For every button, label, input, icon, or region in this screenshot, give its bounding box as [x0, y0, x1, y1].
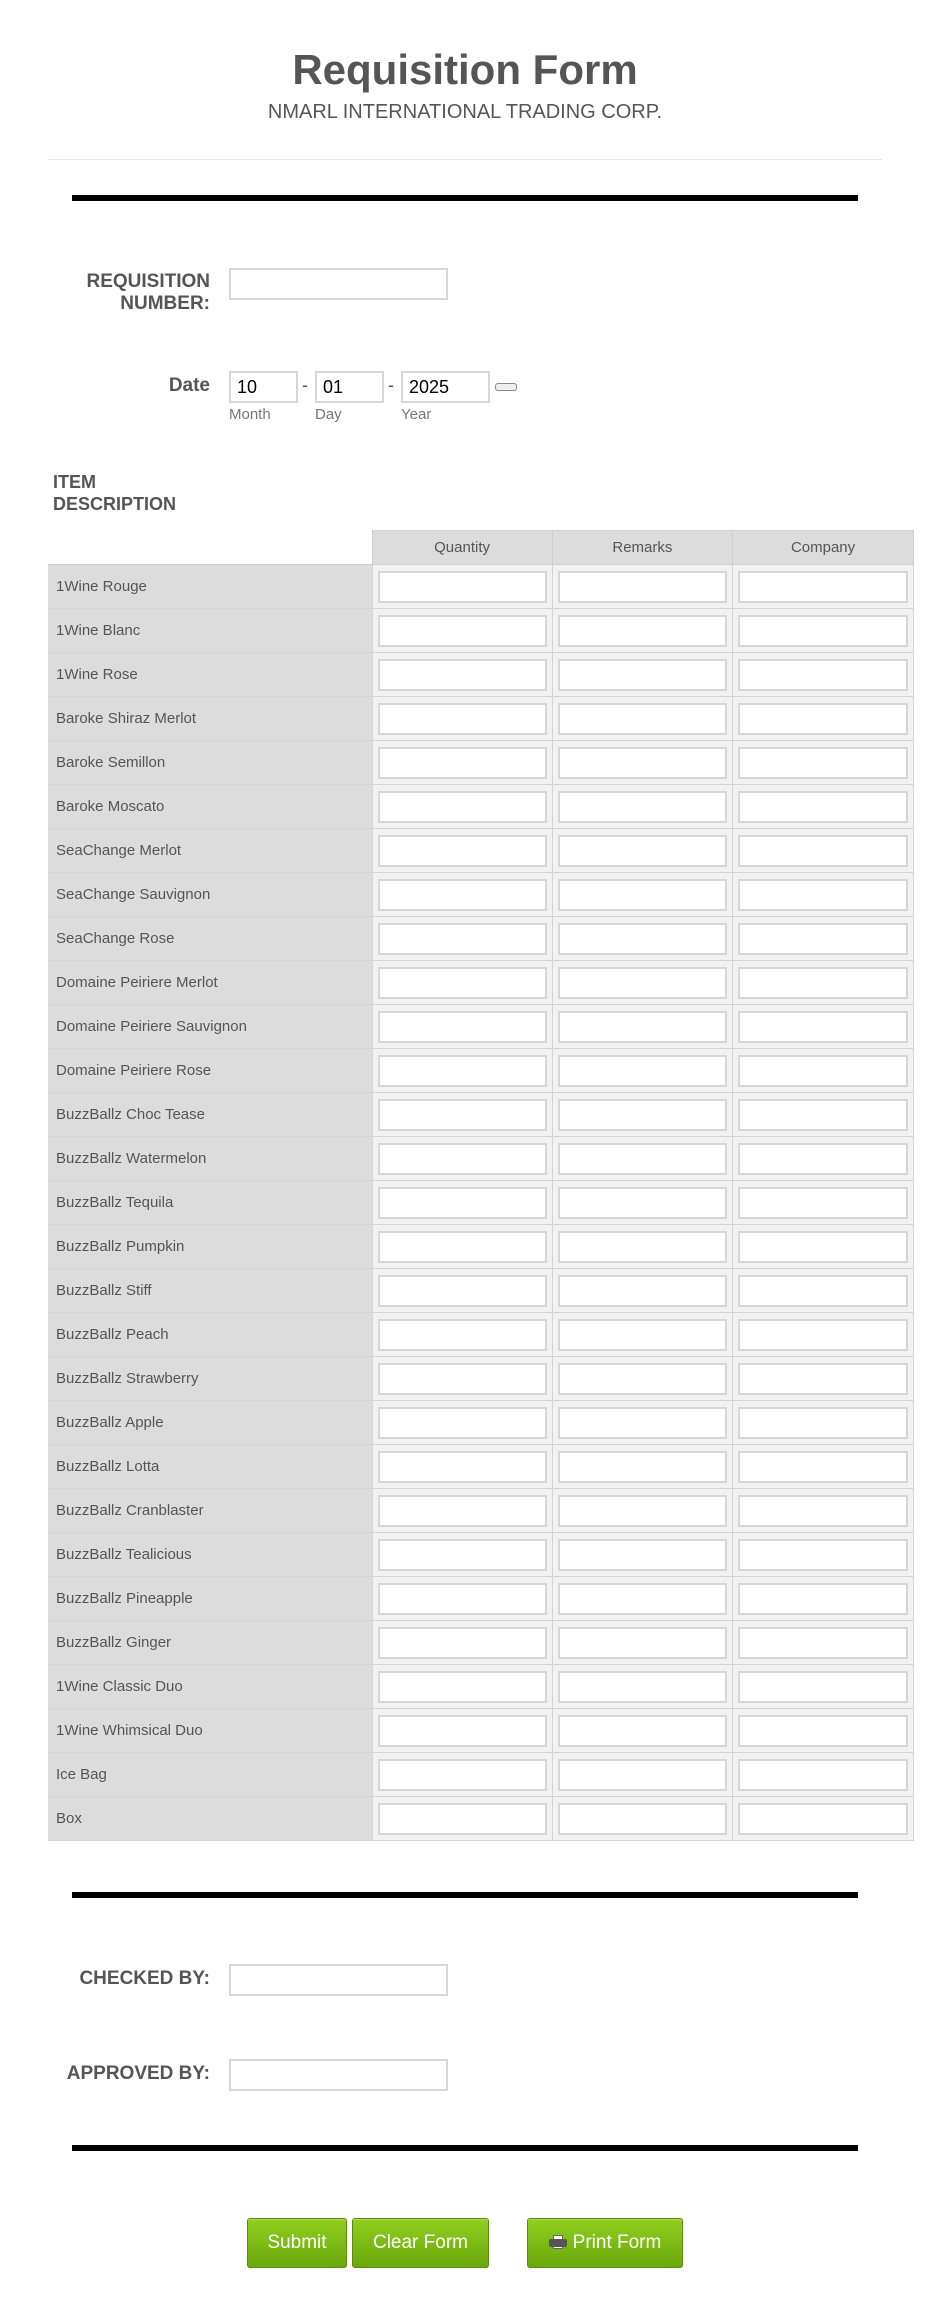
matrix-cell-remarks [552, 565, 732, 609]
matrix-cell-remarks [552, 1357, 732, 1401]
matrix-row [48, 1313, 914, 1357]
matrix-cell-remarks [552, 1005, 732, 1049]
item-heading-line1: ITEM [53, 472, 96, 492]
matrix-row [48, 653, 914, 697]
date-day-input[interactable] [315, 371, 384, 403]
matrix-cell-company [733, 1357, 914, 1401]
matrix-cell-quantity [372, 785, 552, 829]
company-input[interactable] [738, 1011, 908, 1043]
matrix-cell-remarks [552, 1577, 732, 1621]
matrix-cell-remarks [552, 1049, 732, 1093]
matrix-cell-quantity [372, 1489, 552, 1533]
matrix-cell-company [733, 961, 914, 1005]
company-input[interactable] [738, 1407, 908, 1439]
matrix-row [48, 829, 914, 873]
remarks-input[interactable] [558, 615, 727, 647]
matrix-cell-company [733, 1181, 914, 1225]
remarks-input[interactable] [558, 1539, 727, 1571]
company-input[interactable] [738, 923, 908, 955]
matrix-cell-quantity [372, 917, 552, 961]
matrix-row [48, 1093, 914, 1137]
matrix-cell-remarks [552, 1137, 732, 1181]
company-input[interactable] [738, 835, 908, 867]
print-form-button[interactable] [527, 2218, 683, 2268]
remarks-input[interactable] [558, 571, 727, 603]
quantity-input[interactable] [378, 791, 547, 823]
matrix-cell-quantity [372, 1445, 552, 1489]
quantity-input[interactable] [378, 1011, 547, 1043]
matrix-cell-quantity [372, 1313, 552, 1357]
item-matrix [48, 530, 914, 1841]
matrix-cell-remarks [552, 1313, 732, 1357]
company-input[interactable] [738, 1319, 908, 1351]
company-input[interactable] [738, 1099, 908, 1131]
quantity-input[interactable] [378, 1231, 547, 1263]
remarks-input[interactable] [558, 835, 727, 867]
quantity-input[interactable] [378, 1055, 547, 1087]
company-subtitle: NMARL INTERNATIONAL TRADING CORP. [267, 101, 663, 123]
matrix-cell-remarks [552, 609, 732, 653]
date-year-input[interactable] [401, 371, 490, 403]
matrix-cell-company [733, 609, 914, 653]
row-label: Domaine Peiriere Rose [48, 1049, 372, 1093]
row-label: SeaChange Rose [48, 917, 372, 961]
remarks-input[interactable] [558, 1627, 727, 1659]
submit-button[interactable]: Submit [247, 2218, 347, 2268]
row-label: Box [48, 1797, 372, 1841]
matrix-row [48, 1753, 914, 1797]
row-label: BuzzBallz Pumpkin [48, 1225, 372, 1269]
quantity-input[interactable] [378, 1319, 547, 1351]
row-label: SeaChange Merlot [48, 829, 372, 873]
quantity-input[interactable] [378, 659, 547, 691]
matrix-cell-remarks [552, 1225, 732, 1269]
remarks-input[interactable] [558, 1759, 727, 1791]
clear-form-button[interactable]: Clear Form [352, 2218, 489, 2268]
matrix-cell-company [733, 1489, 914, 1533]
row-label: BuzzBallz Lotta [48, 1445, 372, 1489]
remarks-input[interactable] [558, 1715, 727, 1747]
remarks-input[interactable] [558, 1011, 727, 1043]
row-label: 1Wine Whimsical Duo [48, 1709, 372, 1753]
remarks-input[interactable] [558, 923, 727, 955]
print-form-label: Print Form [572, 2232, 662, 2253]
row-label: 1Wine Rouge [48, 565, 372, 609]
matrix-cell-remarks [552, 1445, 732, 1489]
matrix-cell-company [733, 1137, 914, 1181]
matrix-cell-company [733, 1753, 914, 1797]
matrix-cell-quantity [372, 1093, 552, 1137]
matrix-cell-quantity [372, 1137, 552, 1181]
matrix-row [48, 1225, 914, 1269]
company-input[interactable] [738, 1803, 908, 1835]
company-input[interactable] [738, 1363, 908, 1395]
matrix-corner [48, 531, 372, 565]
matrix-cell-quantity [372, 1665, 552, 1709]
row-label: BuzzBallz Tealicious [48, 1533, 372, 1577]
row-label: BuzzBallz Apple [48, 1401, 372, 1445]
remarks-input[interactable] [558, 1187, 727, 1219]
calendar-icon[interactable] [495, 383, 517, 391]
matrix-cell-company [733, 1445, 914, 1489]
row-label: Domaine Peiriere Merlot [48, 961, 372, 1005]
remarks-input[interactable] [558, 1099, 727, 1131]
row-label: BuzzBallz Stiff [48, 1269, 372, 1313]
matrix-row [48, 1489, 914, 1533]
date-month-input[interactable] [229, 371, 298, 403]
checked-by-input[interactable] [229, 1964, 448, 1996]
matrix-cell-remarks [552, 873, 732, 917]
matrix-cell-quantity [372, 1401, 552, 1445]
matrix-cell-company [733, 1665, 914, 1709]
matrix-cell-remarks [552, 1753, 732, 1797]
column-header-remarks: Remarks [552, 531, 732, 565]
matrix-cell-company [733, 741, 914, 785]
matrix-cell-remarks [552, 961, 732, 1005]
item-heading-line2: DESCRIPTION [53, 494, 177, 514]
matrix-cell-quantity [372, 565, 552, 609]
row-label: 1Wine Blanc [48, 609, 372, 653]
quantity-input[interactable] [378, 571, 547, 603]
row-label: BuzzBallz Pineapple [48, 1577, 372, 1621]
checked-by-label: CHECKED BY: [79, 1968, 210, 1989]
matrix-cell-quantity [372, 1049, 552, 1093]
matrix-cell-company [733, 1225, 914, 1269]
date-label: Date [168, 375, 210, 396]
matrix-cell-quantity [372, 1005, 552, 1049]
page-title: Requisition Form [292, 46, 638, 93]
remarks-input[interactable] [558, 659, 727, 691]
matrix-row [48, 1709, 914, 1753]
remarks-input[interactable] [558, 1319, 727, 1351]
matrix-row [48, 609, 914, 653]
remarks-input[interactable] [558, 1671, 727, 1703]
requisition-number-label [60, 271, 210, 315]
matrix-cell-company [733, 1401, 914, 1445]
quantity-input[interactable] [378, 1143, 547, 1175]
remarks-input[interactable] [558, 1143, 727, 1175]
matrix-cell-company [733, 1049, 914, 1093]
matrix-row [48, 1445, 914, 1489]
matrix-cell-company [733, 565, 914, 609]
remarks-input[interactable] [558, 791, 727, 823]
matrix-cell-company [733, 1269, 914, 1313]
company-input[interactable] [738, 1583, 908, 1615]
matrix-row [48, 1181, 914, 1225]
matrix-row [48, 917, 914, 961]
month-sublabel: Month [229, 406, 271, 423]
day-sublabel: Day [315, 406, 342, 423]
row-label: SeaChange Sauvignon [48, 873, 372, 917]
matrix-cell-quantity [372, 1577, 552, 1621]
company-input[interactable] [738, 1451, 908, 1483]
company-input[interactable] [738, 703, 908, 735]
matrix-cell-remarks [552, 1709, 732, 1753]
row-label: Baroke Shiraz Merlot [48, 697, 372, 741]
matrix-cell-quantity [372, 1181, 552, 1225]
matrix-row [48, 697, 914, 741]
matrix-cell-remarks [552, 1621, 732, 1665]
quantity-input[interactable] [378, 1407, 547, 1439]
matrix-cell-company [733, 1709, 914, 1753]
matrix-cell-company [733, 785, 914, 829]
row-label: BuzzBallz Watermelon [48, 1137, 372, 1181]
quantity-input[interactable] [378, 1275, 547, 1307]
row-label: BuzzBallz Strawberry [48, 1357, 372, 1401]
matrix-cell-quantity [372, 1753, 552, 1797]
quantity-input[interactable] [378, 1363, 547, 1395]
row-label: Baroke Moscato [48, 785, 372, 829]
matrix-row [48, 1533, 914, 1577]
row-label: 1Wine Classic Duo [48, 1665, 372, 1709]
company-input[interactable] [738, 659, 908, 691]
matrix-row [48, 1269, 914, 1313]
matrix-cell-remarks [552, 1489, 732, 1533]
printer-icon [549, 2235, 567, 2249]
matrix-cell-remarks [552, 1093, 732, 1137]
matrix-row [48, 1357, 914, 1401]
matrix-cell-quantity [372, 829, 552, 873]
matrix-row [48, 785, 914, 829]
matrix-cell-remarks [552, 1401, 732, 1445]
matrix-cell-quantity [372, 697, 552, 741]
remarks-input[interactable] [558, 1583, 727, 1615]
row-label: BuzzBallz Peach [48, 1313, 372, 1357]
matrix-cell-quantity [372, 1533, 552, 1577]
matrix-row [48, 961, 914, 1005]
matrix-cell-remarks [552, 1797, 732, 1841]
matrix-cell-remarks [552, 1533, 732, 1577]
row-label: BuzzBallz Ginger [48, 1621, 372, 1665]
matrix-cell-quantity [372, 741, 552, 785]
matrix-cell-remarks [552, 1665, 732, 1709]
matrix-cell-company [733, 829, 914, 873]
year-sublabel: Year [401, 406, 432, 423]
form-header [48, 0, 882, 160]
remarks-input[interactable] [558, 1275, 727, 1307]
remarks-input[interactable] [558, 1495, 727, 1527]
matrix-cell-company [733, 1313, 914, 1357]
quantity-input[interactable] [378, 1099, 547, 1131]
matrix-row [48, 1797, 914, 1841]
row-label: 1Wine Rose [48, 653, 372, 697]
matrix-cell-remarks [552, 785, 732, 829]
quantity-input[interactable] [378, 615, 547, 647]
company-input[interactable] [738, 1627, 908, 1659]
matrix-cell-company [733, 1093, 914, 1137]
matrix-cell-quantity [372, 1269, 552, 1313]
matrix-row [48, 1049, 914, 1093]
company-input[interactable] [738, 1231, 908, 1263]
remarks-input[interactable] [558, 1451, 727, 1483]
row-label: Ice Bag [48, 1753, 372, 1797]
remarks-input[interactable] [558, 1363, 727, 1395]
quantity-input[interactable] [378, 747, 547, 779]
section-divider [72, 2145, 858, 2151]
quantity-input[interactable] [378, 703, 547, 735]
matrix-row [48, 1401, 914, 1445]
date-separator: - [388, 375, 394, 395]
company-input[interactable] [738, 1187, 908, 1219]
matrix-row [48, 1665, 914, 1709]
matrix-row [48, 1577, 914, 1621]
matrix-cell-company [733, 1621, 914, 1665]
matrix-cell-remarks [552, 741, 732, 785]
quantity-input[interactable] [378, 879, 547, 911]
approved-by-label: APPROVED BY: [66, 2063, 210, 2084]
quantity-input[interactable] [378, 967, 547, 999]
matrix-header-row [48, 531, 914, 565]
company-input[interactable] [738, 1055, 908, 1087]
remarks-input[interactable] [558, 1803, 727, 1835]
matrix-cell-company [733, 1577, 914, 1621]
remarks-input[interactable] [558, 1055, 727, 1087]
requisition-label-line1: REQUISITION [86, 271, 210, 292]
remarks-input[interactable] [558, 1231, 727, 1263]
row-label: BuzzBallz Cranblaster [48, 1489, 372, 1533]
matrix-row [48, 741, 914, 785]
matrix-cell-company [733, 1533, 914, 1577]
quantity-input[interactable] [378, 1187, 547, 1219]
requisition-label-line2: NUMBER: [120, 293, 210, 314]
item-description-heading [53, 471, 233, 515]
matrix-cell-remarks [552, 653, 732, 697]
remarks-input[interactable] [558, 879, 727, 911]
matrix-cell-quantity [372, 1225, 552, 1269]
company-input[interactable] [738, 1539, 908, 1571]
remarks-input[interactable] [558, 1407, 727, 1439]
matrix-cell-quantity [372, 1621, 552, 1665]
matrix-cell-quantity [372, 609, 552, 653]
row-label: Domaine Peiriere Sauvignon [48, 1005, 372, 1049]
company-input[interactable] [738, 747, 908, 779]
quantity-input[interactable] [378, 1671, 547, 1703]
matrix-row [48, 873, 914, 917]
quantity-input[interactable] [378, 923, 547, 955]
company-input[interactable] [738, 571, 908, 603]
quantity-input[interactable] [378, 1495, 547, 1527]
matrix-cell-company [733, 1005, 914, 1049]
company-input[interactable] [738, 791, 908, 823]
matrix-cell-quantity [372, 1709, 552, 1753]
column-header-quantity: Quantity [372, 531, 552, 565]
matrix-cell-quantity [372, 873, 552, 917]
matrix-cell-remarks [552, 697, 732, 741]
section-divider [72, 195, 858, 201]
approved-by-input[interactable] [229, 2059, 448, 2091]
remarks-input[interactable] [558, 967, 727, 999]
matrix-cell-quantity [372, 653, 552, 697]
quantity-input[interactable] [378, 835, 547, 867]
company-input[interactable] [738, 879, 908, 911]
matrix-row [48, 1005, 914, 1049]
requisition-number-input[interactable] [229, 268, 448, 300]
quantity-input[interactable] [378, 1715, 547, 1747]
remarks-input[interactable] [558, 747, 727, 779]
company-input[interactable] [738, 615, 908, 647]
quantity-input[interactable] [378, 1803, 547, 1835]
date-separator: - [302, 375, 308, 395]
matrix-cell-company [733, 917, 914, 961]
row-label: BuzzBallz Choc Tease [48, 1093, 372, 1137]
quantity-input[interactable] [378, 1539, 547, 1571]
matrix-body [48, 565, 914, 1841]
matrix-cell-company [733, 653, 914, 697]
matrix-row [48, 1137, 914, 1181]
quantity-input[interactable] [378, 1627, 547, 1659]
company-input[interactable] [738, 1671, 908, 1703]
remarks-input[interactable] [558, 703, 727, 735]
matrix-cell-remarks [552, 829, 732, 873]
matrix-cell-quantity [372, 1357, 552, 1401]
row-label: BuzzBallz Tequila [48, 1181, 372, 1225]
quantity-input[interactable] [378, 1451, 547, 1483]
company-input[interactable] [738, 1143, 908, 1175]
matrix-row [48, 565, 914, 609]
matrix-cell-remarks [552, 1269, 732, 1313]
section-divider [72, 1892, 858, 1898]
matrix-cell-company [733, 1797, 914, 1841]
matrix-cell-remarks [552, 917, 732, 961]
company-input[interactable] [738, 1495, 908, 1527]
row-label: Baroke Semillon [48, 741, 372, 785]
matrix-cell-quantity [372, 961, 552, 1005]
quantity-input[interactable] [378, 1759, 547, 1791]
matrix-cell-company [733, 873, 914, 917]
matrix-cell-remarks [552, 1181, 732, 1225]
matrix-cell-quantity [372, 1797, 552, 1841]
company-input[interactable] [738, 1715, 908, 1747]
quantity-input[interactable] [378, 1583, 547, 1615]
company-input[interactable] [738, 1759, 908, 1791]
matrix-cell-company [733, 697, 914, 741]
company-input[interactable] [738, 1275, 908, 1307]
column-header-company: Company [733, 531, 914, 565]
company-input[interactable] [738, 967, 908, 999]
matrix-row [48, 1621, 914, 1665]
